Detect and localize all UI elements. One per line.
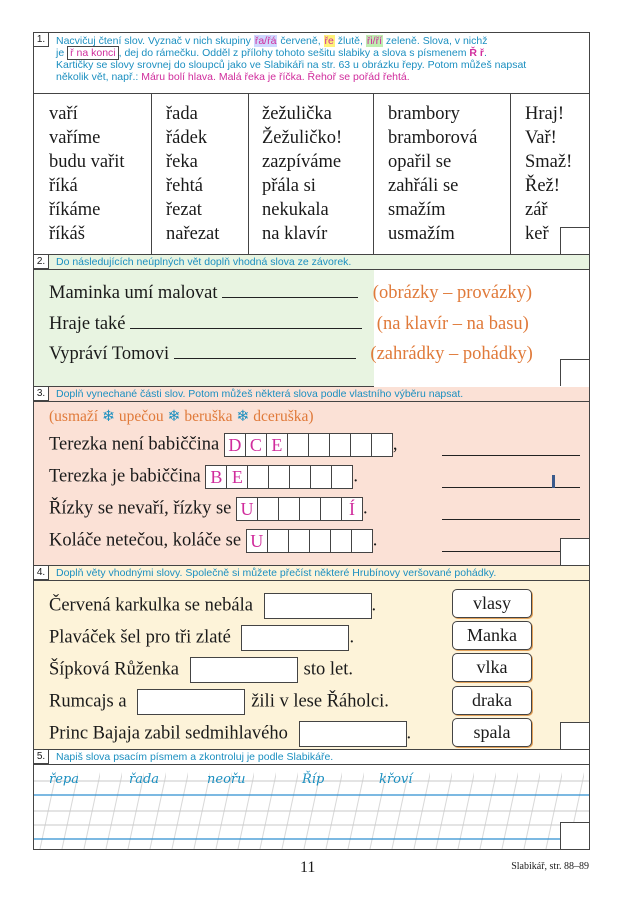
answer-box[interactable] [241, 625, 349, 651]
answer-box[interactable] [190, 657, 298, 683]
fill-line-3: Řízky se nevaří, řízky se U Í . [49, 498, 368, 519]
sentence-3: Vypráví Tomovi (zahrádky – pohádky) [49, 344, 533, 364]
writing-line[interactable] [442, 519, 580, 520]
fill-line-1: Terezka není babiččina D C E , [49, 434, 398, 455]
writing-line[interactable] [442, 487, 580, 488]
word-column-4: brambory bramborová opařil se zahřáli se smažím usmažím [374, 94, 511, 254]
word-bank: (usmaží ❄ upečou ❄ beruška ❄ dceruška) [49, 408, 314, 425]
sentence-2: Hraje také (na klavír – na basu) [49, 314, 529, 334]
text-cursor [552, 475, 555, 488]
cursive-word: křoví [379, 772, 413, 787]
boxed-word: ř na konci [67, 46, 119, 60]
score-box[interactable] [560, 538, 589, 565]
snowflake-icon: ❄ [167, 408, 181, 425]
worksheet [33, 32, 590, 850]
section-3-instructions: Doplň vynechané části slov. Potom můžeš některá slova podle vlastního výběru napsat. [56, 388, 464, 400]
cursive-word: řada [129, 772, 160, 787]
sentence-4: Rumcajs a žili v lese Řáholci. [49, 689, 389, 715]
score-box[interactable] [560, 359, 589, 386]
section-number: 2. [34, 255, 49, 269]
highlight-ra: řa/řá [254, 35, 277, 47]
sentence-3: Šípková Růženka sto let. [49, 657, 353, 683]
answer-blank[interactable] [174, 344, 356, 359]
answer-box[interactable] [299, 721, 407, 747]
section-5-instructions: Napiš slova psacím písmem a zkontroluj je podle Slabikáře. [56, 751, 334, 763]
score-box[interactable] [560, 722, 589, 749]
word-card-vlka[interactable]: vlka [452, 653, 532, 682]
cursive-word: Říp [302, 772, 325, 787]
example-sentences: Máru bolí hlava. Malá řeka je říčka. Řehoř se pořád řehtá. [141, 71, 410, 83]
section-4 [34, 566, 589, 750]
word-column-2: řada řádek řeka řehtá řezat nařezat [152, 94, 249, 254]
fill-line-4: Koláče netečou, koláče se U . [49, 530, 378, 551]
cursive-word: neořu [207, 772, 246, 787]
section-number: 4. [34, 566, 49, 580]
writing-line[interactable] [442, 551, 560, 552]
cursive-word: řepa [49, 772, 79, 787]
answer-blank[interactable] [222, 283, 358, 298]
writing-line[interactable] [442, 455, 580, 456]
sentence-1: Červená karkulka se nebála . [49, 593, 376, 619]
answer-box[interactable] [264, 593, 372, 619]
section-4-instructions: Doplň věty vhodnými slovy. Společně si můžete přečíst některé Hrubínovy veršované pohádky. [56, 567, 497, 579]
word-table [34, 93, 589, 255]
highlight-re: ře [324, 35, 334, 47]
word-column-5: Hraj! Vař! Smaž! Řež! zář keř [525, 104, 573, 244]
page-number: 11 [300, 859, 316, 876]
snowflake-icon: ❄ [236, 408, 250, 425]
word-card-draka[interactable]: draka [452, 686, 532, 715]
word-card-spala[interactable]: spala [452, 718, 532, 747]
word-card-vlasy[interactable]: vlasy [452, 589, 532, 618]
score-box[interactable] [560, 822, 589, 849]
word-card-manka[interactable]: Manka [452, 621, 532, 650]
snowflake-icon: ❄ [101, 408, 115, 425]
sentence-1: Maminka umí malovat (obrázky – provázky) [49, 283, 533, 303]
letter-cells[interactable]: B E [205, 465, 353, 489]
letter-cells[interactable]: U Í [236, 497, 363, 521]
score-box[interactable] [560, 227, 589, 254]
section-number: 3. [34, 387, 49, 401]
section-number: 1. [34, 33, 49, 47]
section-2 [34, 255, 589, 387]
section-1-instructions: Nacvičuj čtení slov. Vyznač v nich skupiny řa/řá červeně, ře žlutě, ři/ří zeleně. Slova, v nichž je ř na konci , dej do rámečku. Odděl z přílohy tohoto sešitu slabiky a slova s písmenem Ř ř. Kartičky se slovy srovnej do sloupců jako ve Slabikáři na str. 63 u obrázku řepy. Potom můžeš napsat několik vět, např.: Máru bolí hlava. Malá řeka je říčka. Řehoř se pořád řehtá. [56, 35, 527, 83]
letter-cells[interactable]: D C E [224, 433, 393, 457]
answer-box[interactable] [137, 689, 245, 715]
reference: Slabikář, str. 88–89 [511, 861, 589, 872]
fill-line-2: Terezka je babiččina B E . [49, 466, 358, 487]
letter-cells[interactable]: U [246, 529, 373, 553]
section-1 [34, 33, 589, 255]
section-2-instructions: Do následujících neúplných vět doplň vhodná slova ze závorek. [56, 256, 352, 268]
word-column-1: vaří vaříme budu vařit říká říkáme říkáš [34, 94, 152, 254]
sentence-2: Plaváček šel pro tři zlaté . [49, 625, 354, 651]
section-number: 5. [34, 750, 49, 764]
highlight-ri: ři/ří [366, 35, 382, 47]
section-5 [34, 750, 589, 849]
word-column-3: žežulička Žežuličko! zazpíváme přála si nekukala na klavír [249, 94, 374, 254]
answer-blank[interactable] [130, 314, 362, 329]
sentence-5: Princ Bajaja zabil sedmihlavého . [49, 721, 411, 747]
section-3 [34, 387, 589, 566]
